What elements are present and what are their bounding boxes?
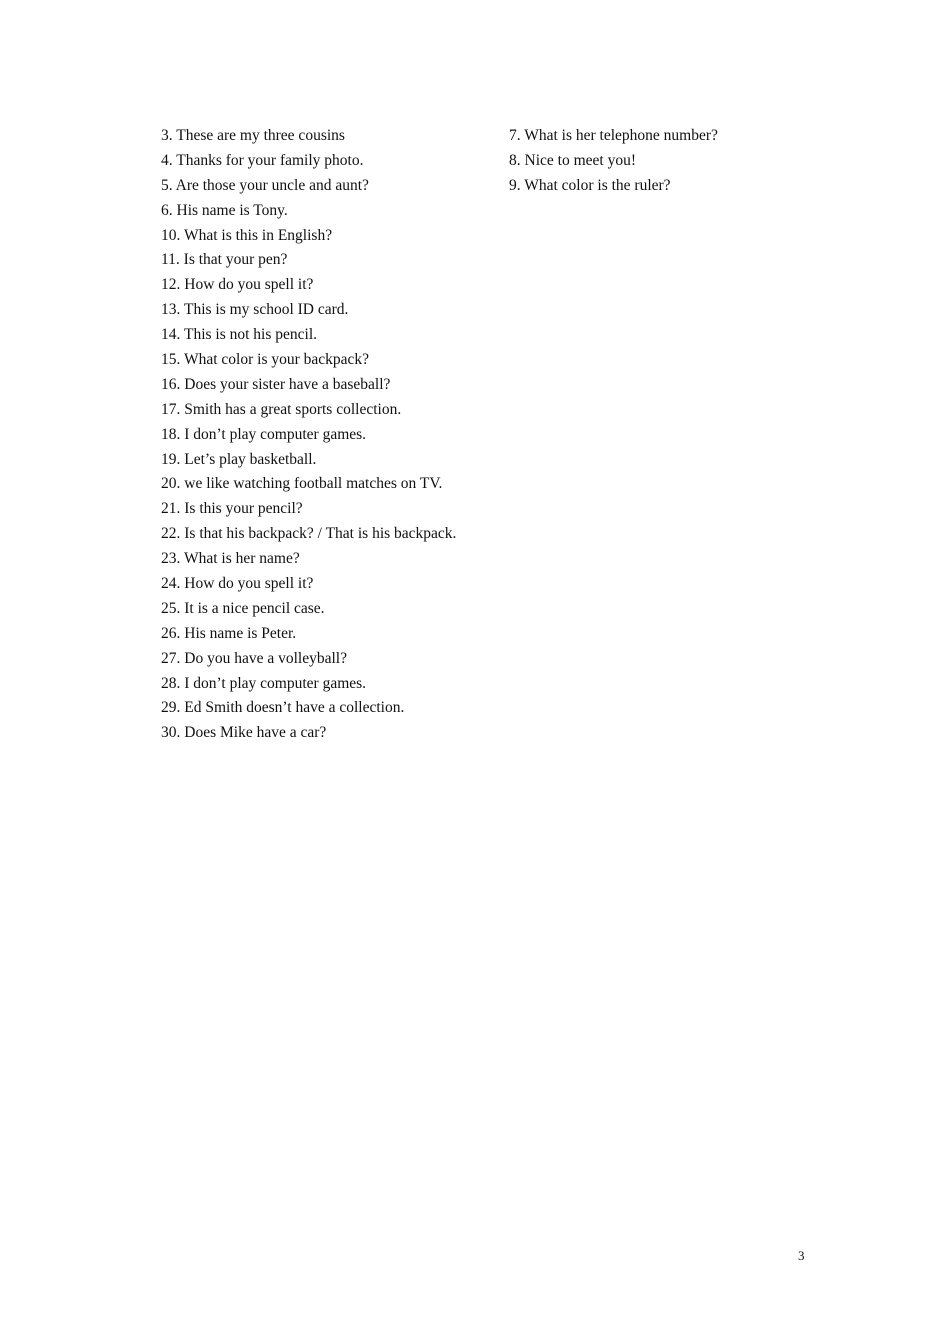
answer-line: 29. Ed Smith doesn’t have a collection. [161,699,405,717]
answer-line: 15. What color is your backpack? [161,351,370,369]
answer-line: 21. Is this your pencil? [161,500,303,518]
answer-list-left-column [161,124,501,746]
answer-line: 26. His name is Peter. [161,624,297,642]
answer-line: 10. What is this in English? [161,226,333,244]
answer-line: 6. His name is Tony. [161,201,288,219]
answer-line: 24. How do you spell it? [161,575,314,593]
answer-line: 23. What is her name? [161,550,300,568]
answer-line: 22. Is that his backpack? / That is his backpack. [161,525,457,543]
answer-line: 28. I don’t play computer games. [161,674,367,692]
page-number: 3 [798,1248,805,1263]
answer-line: 5. Are those your uncle and aunt? [161,176,369,194]
answer-line: 14. This is not his pencil. [161,326,318,344]
answer-line: 17. Smith has a great sports collection. [161,400,402,418]
answer-line: 8. Nice to meet you! [509,151,636,169]
answer-line: 7. What is her telephone number? [509,127,718,144]
answer-line: 20. we like watching football matches on TV. [161,475,443,493]
answer-line: 3. These are my three cousins [161,127,345,144]
answer-line: 25. It is a nice pencil case. [161,599,325,617]
answer-line: 4. Thanks for your family photo. [161,151,364,169]
answer-line: 9. What color is the ruler? [509,176,671,194]
answer-line: 16. Does your sister have a baseball? [161,375,391,393]
answer-line: 13. This is my school ID card. [161,301,349,319]
answer-line: 12. How do you spell it? [161,276,314,294]
answer-line: 27. Do you have a volleyball? [161,649,347,667]
answer-line: 18. I don’t play computer games. [161,425,367,443]
answer-line: 19. Let’s play basketball. [161,450,317,468]
answer-line: 30. Does Mike have a car? [161,724,327,742]
answer-line: 11. Is that your pen? [161,251,288,269]
answer-list-right-column [509,124,809,199]
